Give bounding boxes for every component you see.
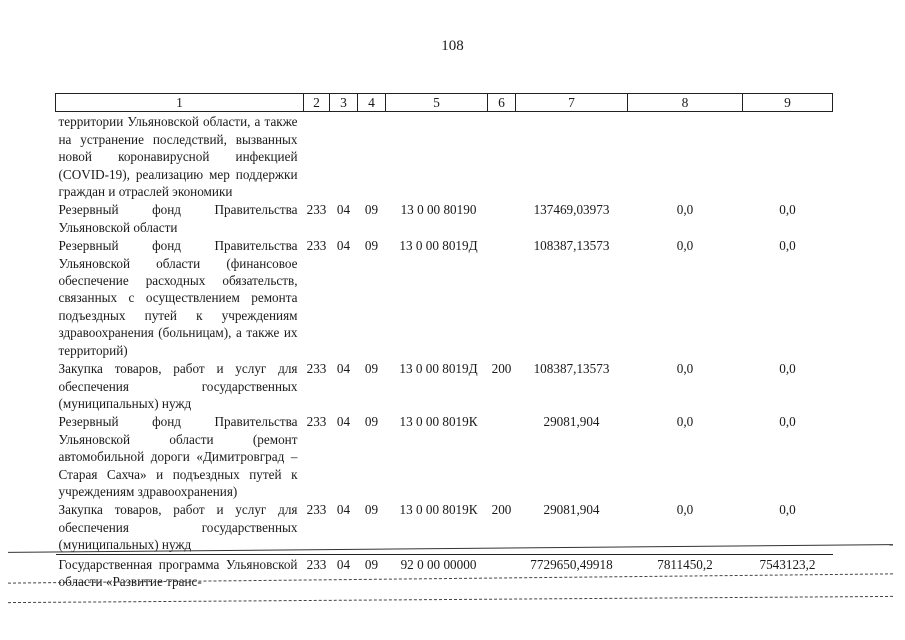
column-header: 3: [330, 94, 358, 112]
table-row: [56, 412, 833, 500]
budget-table: [55, 93, 833, 590]
cell-amount-3: 0,0: [779, 202, 796, 218]
cell-ministry: 233: [306, 238, 327, 254]
cell-expense-type: 200: [491, 502, 512, 518]
column-header: 1: [56, 94, 304, 112]
cell-subsection: 09: [364, 238, 379, 254]
cell-subsection: 09: [364, 502, 379, 518]
cell-ministry: 233: [306, 414, 327, 430]
cell-subsection: [358, 112, 386, 201]
cell-expense-type: [488, 554, 516, 590]
table-row: [56, 554, 833, 590]
cell-section: [330, 112, 358, 201]
cell-subsection: 09: [364, 202, 379, 218]
row-description: Государственная программа Ульяновской области «Развитие транс-: [56, 554, 304, 590]
cell-section: 04: [330, 554, 358, 590]
cell-target-code: 92 0 00 00000: [386, 554, 488, 590]
row-description: Резервный фонд Правительства Ульяновской области: [58, 202, 298, 235]
scan-line: [8, 596, 893, 603]
cell-expense-type: 200: [491, 361, 512, 377]
cell-ministry: 233: [306, 361, 327, 377]
cell-ministry: [304, 112, 330, 201]
cell-target-code: 13 0 00 8019К: [399, 414, 478, 430]
cell-amount-1: [516, 112, 628, 201]
cell-subsection: 09: [364, 414, 379, 430]
cell-section: 04: [336, 361, 351, 377]
cell-expense-type: [488, 112, 516, 201]
cell-section: 04: [336, 414, 351, 430]
row-description: Резервный фонд Правительства Ульяновской области (ремонт автомобильной дороги «Димитровград – Старая Сахча» и подъездных путей к учреждениям здравоохранения): [58, 414, 298, 499]
cell-ministry: 233: [306, 202, 327, 218]
cell-amount-1: 7729650,49918: [516, 554, 628, 590]
cell-target-code: 13 0 00 8019Д: [399, 361, 478, 377]
cell-amount-3: 0,0: [779, 361, 796, 377]
cell-target-code: 13 0 00 8019Д: [399, 238, 478, 254]
cell-expense-type: [488, 412, 516, 500]
row-description: Закупка товаров, работ и услуг для обеспечения государственных (муниципальных) нужд: [58, 502, 298, 553]
cell-section: 04: [336, 202, 351, 218]
cell-amount-2: 0,0: [676, 502, 694, 518]
table-row: [56, 236, 833, 359]
cell-target-code: [386, 112, 488, 201]
cell-amount-1: 137469,03973: [533, 202, 610, 218]
table-header-row: [56, 94, 833, 112]
column-header: 2: [304, 94, 330, 112]
cell-expense-type: [488, 200, 516, 236]
column-header: 9: [743, 94, 833, 112]
cell-amount-3: 0,0: [779, 238, 796, 254]
cell-amount-1: 108387,13573: [533, 238, 610, 254]
cell-amount-1: 29081,904: [543, 414, 600, 430]
table-row: [56, 359, 833, 412]
cell-amount-3: 0,0: [779, 414, 796, 430]
table-row: [56, 200, 833, 236]
cell-ministry: 233: [306, 502, 327, 518]
cell-ministry: 233: [304, 554, 330, 590]
column-header: 5: [386, 94, 488, 112]
cell-amount-2: 0,0: [676, 202, 694, 218]
cell-amount-1: 29081,904: [543, 502, 600, 518]
cell-amount-2: 0,0: [676, 238, 694, 254]
column-header: 4: [358, 94, 386, 112]
row-description: территории Ульяновской области, а также на устранение последствий, вызванных новой коронавирусной инфекцией (COVID-19), реализацию мер поддержки граждан и отраслей экономики: [58, 114, 298, 200]
cell-target-code: 13 0 00 8019К: [399, 502, 478, 518]
cell-expense-type: [488, 236, 516, 359]
column-header: 8: [628, 94, 743, 112]
cell-amount-3: 0,0: [779, 502, 796, 518]
cell-amount-2: [628, 112, 743, 201]
page-number: 108: [441, 38, 464, 54]
row-description: Резервный фонд Правительства Ульяновской области (финансовое обеспечение расходных обязательств, связанных с осуществлением ремонта подъездных путей к учреждениям здравоохранения (больницам), а также их территорий): [58, 238, 298, 358]
column-header: 7: [516, 94, 628, 112]
cell-section: 04: [336, 502, 351, 518]
table-row: [56, 112, 833, 201]
cell-target-code: 13 0 00 80190: [400, 202, 477, 218]
cell-subsection: 09: [364, 361, 379, 377]
cell-section: 04: [336, 238, 351, 254]
cell-amount-1: 108387,13573: [533, 361, 610, 377]
cell-amount-2: 0,0: [676, 414, 694, 430]
cell-subsection: 09: [358, 554, 386, 590]
cell-amount-2: 0,0: [676, 361, 694, 377]
cell-amount-2: 7811450,2: [628, 554, 743, 590]
cell-amount-3: 7543123,2: [743, 554, 833, 590]
cell-amount-3: [743, 112, 833, 201]
column-header: 6: [488, 94, 516, 112]
row-description: Закупка товаров, работ и услуг для обеспечения государственных (муниципальных) нужд: [58, 361, 298, 411]
